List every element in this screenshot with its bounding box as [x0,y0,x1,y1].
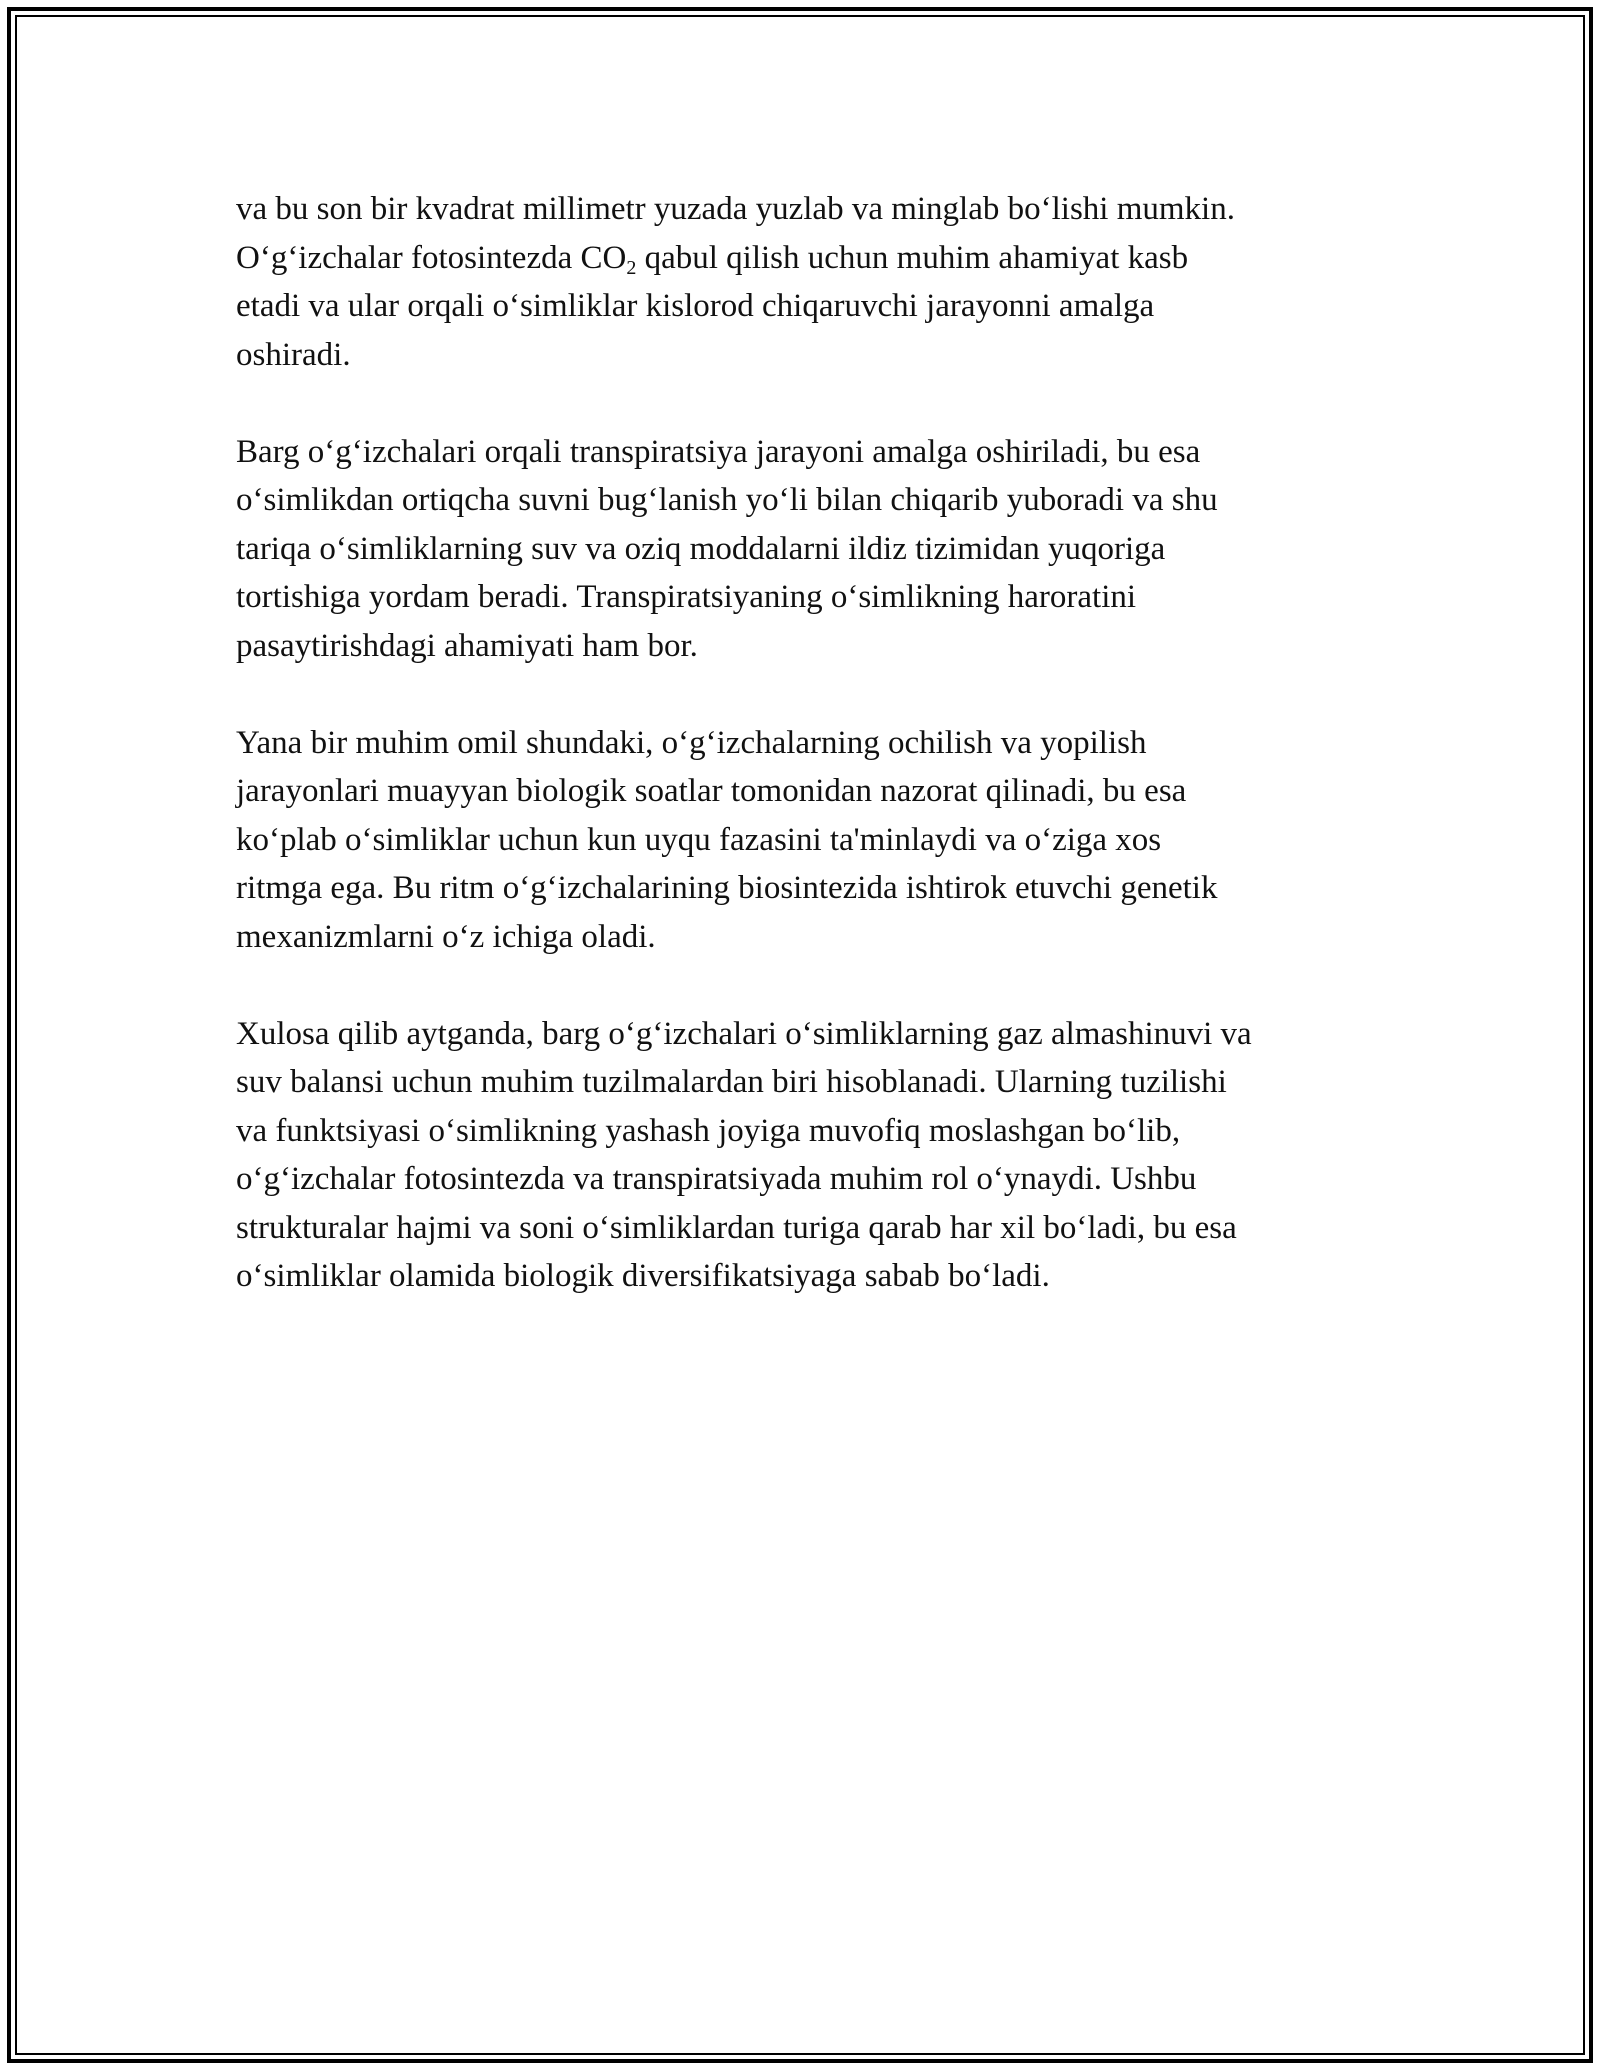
text-line: tortishiga yordam beradi. Transpiratsiyaning o‘simlikning haroratini [236,579,1137,615]
text-line: ritmga ega. Bu ritm o‘g‘izchalarining biosintezida ishtirok etuvchi genetik [236,870,1218,906]
text-line: Barg o‘g‘izchalari orqali transpiratsiya jarayoni amalga oshiriladi, bu esa [236,433,1201,470]
text-segment: O‘g‘izchalar fotosintezda CO [236,239,627,276]
text-line: ko‘plab o‘simliklar uchun kun uyqu fazasini ta'minlaydi va o‘ziga xos [236,821,1162,858]
paragraph-1 [236,185,1386,379]
text-line: Yana bir muhim omil shundaki, o‘g‘izchalarning ochilish va yopilish [236,724,1147,761]
text-line: o‘simlikdan ortiqcha suvni bug‘lanish yo‘li bilan chiqarib yuboradi va shu [236,482,1218,518]
text-line: suv balansi uchun muhim tuzilmalardan biri hisoblanadi. Ularning tuzilishi [236,1064,1227,1100]
paragraph-2 [236,428,1386,671]
text-line: pasaytirishdagi ahamiyati ham bor. [236,627,698,664]
text-line: va funktsiyasi o‘simlikning yashash joyiga muvofiq moslashgan bo‘lib, [236,1112,1181,1149]
text-line-with-subscript [236,234,1386,283]
text-line: mexanizmlarni o‘z ichiga oladi. [236,918,656,955]
text-line: tariqa o‘simliklarning suv va oziq moddalarni ildiz tizimidan yuqoriga [236,530,1166,567]
text-line: strukturalar hajmi va soni o‘simliklardan turiga qarab har xil bo‘ladi, bu esa [236,1209,1237,1246]
text-line: etadi va ular orqali o‘simliklar kislorod chiqaruvchi jarayonni amalga [236,288,1155,324]
paragraph-3 [236,719,1386,962]
text-line: o‘g‘izchalar fotosintezda va transpiratsiyada muhim rol o‘ynaydi. Ushbu [236,1161,1197,1197]
document-body [236,185,1386,1349]
text-line: o‘simliklar olamida biologik diversifikatsiyaga sabab bo‘ladi. [236,1258,1050,1294]
text-line: jarayonlari muayyan biologik soatlar tomonidan nazorat qilinadi, bu esa [236,773,1187,809]
text-line: oshiradi. [236,336,351,373]
paragraph-4 [236,1010,1386,1301]
subscript: 2 [626,256,637,279]
text-segment: qabul qilish uchun muhim ahamiyat kasb [636,239,1189,276]
text-line: va bu son bir kvadrat millimetr yuzada yuzlab va minglab bo‘lishi mumkin. [236,191,1235,227]
text-line: Xulosa qilib aytganda, barg o‘g‘izchalari o‘simliklarning gaz almashinuvi va [236,1015,1252,1052]
